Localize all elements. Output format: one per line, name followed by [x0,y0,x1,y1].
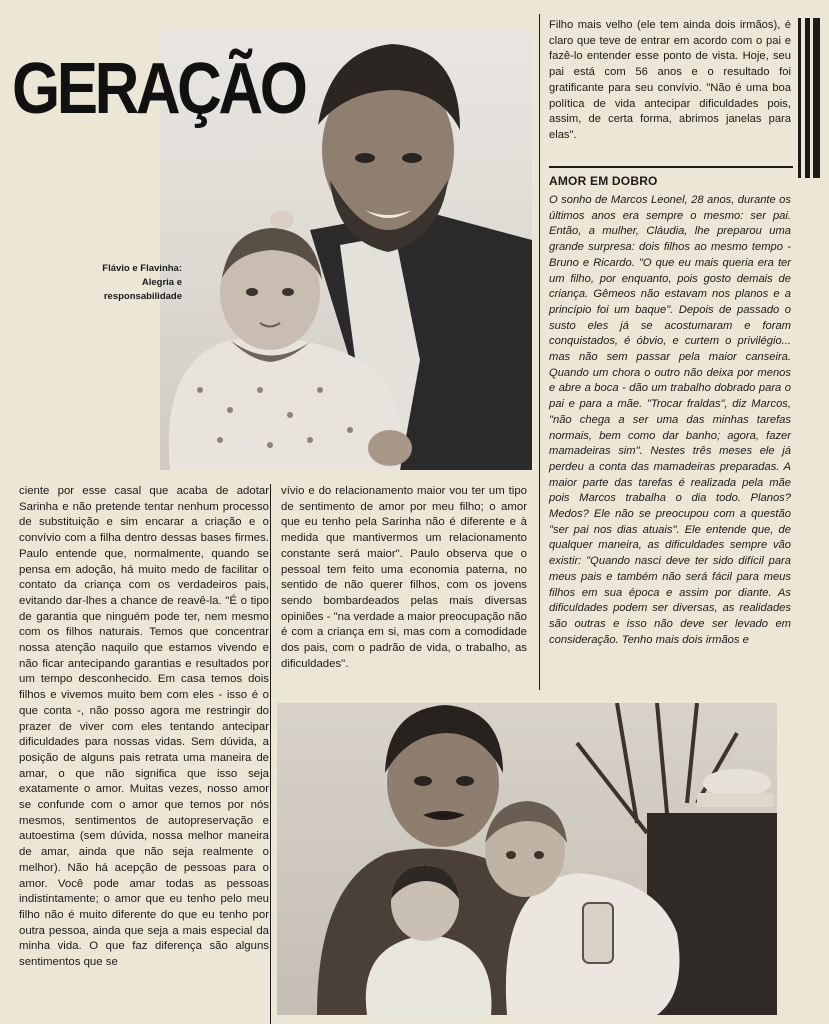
article-column-3-top: Filho mais velho (ele tem ainda dois irmãos), é claro que teve de entrar em acordo com o pai e fazê-lo entender esse ponto de vista. Hoje, seu pai está com 56 anos e o resultado foi gratificante para seu convívio. "Não é uma boa política de vida antecipar dificuldades pois, assim, de certa forma, abrimos janelas para elas". [549,19,791,141]
photo-caption [82,262,182,304]
photo-father-with-twins [277,703,777,1015]
column-divider [539,14,540,690]
photo-father-with-twins-image [277,703,777,1015]
caption-line-1: Flávio e Flavinha: [102,263,182,274]
column-divider [270,484,271,1024]
article-column-1: ciente por esse casal que acaba de adotar Sarinha e não pretende tentar nenhum processo de substituição e sim encarar a criação e o convívio com a filha dentro dessas bases firmes. Paulo entende que, normalmente, quando se pensa em adoção, há muito medo de facilitar o contato da criança com os verdadeiros pais, evitando dar-lhes a chance de reavê-la. "É o tipo de garantia que ninguém pode ter, nem mesmo com os filhos naturais. Temos que concentrar nossa atenção naquilo que estamos vivendo e não ficar antecipando garantias e resultados por um tempo desconhecido. Em casa temos dois filhos e vivemos muito bem com eles - isso é o que conta -, não posso agora me restringir do prazer de viver com eles tentando antecipar dificuldades para nossas vidas. Sem dúvida, a posição de alguns pais retrata uma maneira de amar, o que não significa que isso seja exatamente o amor. Muitas vezes, nosso amor se confunde com o amor que temos por nós mesmos, sentimentos de autopreservação e autoestima (sem dúvida, nossa melhor maneira de amar, ainda que não seja realmente o melhor). Não há acepção de pessoas para o amor. Você pode amar todas as pessoas indistintamente; o amor que eu tenho pelo meu filho não é muito diferente do que eu tenho por outra pessoa, ainda que seja a mais especial da minha vida. O que faz diferença são alguns sentimentos que se [19,485,269,969]
caption-line-2: Alegria e responsabilidade [103,277,182,302]
section-rule [549,166,793,168]
article-column-3-bottom: O sonho de Marcos Leonel, 28 anos, durante os últimos anos era sempre o mesmo: ser pai. Então, a mulher, Cláudia, lhe preparou uma grande surpresa: dois filhos ao mesmo tempo - Bruno e Ricardo. "O que eu mais queria era ter um filho, por enquanto, pois gosto demais de criança. Gêmeos não estavam nos planos e a princípio foi um baque". Depois de passado o susto eles já se acostumaram e foram conquistados, é óbvio, e curtem o privilégio... mas não sem passar pela maior canseira. Quando um chora o outro não deixa por menos e abre a boca - dão um trabalho dobrado para o pai e para a mãe. "Trocar fraldas", diz Marcos, "não chega a ser uma das minhas tarefas normais, bem como dar banho; agora, fazer mamadeiras sim". Nestes três meses ele já perdeu a conta das mamadeiras preparadas. A maior parte das tarefas é realizada pela mãe pois Marcos trabalha o dia todo. Planos? Medos? Ele não se preocupou com a questão "ser pai nos dias atuais". Ele entende que, de qualquer maneira, as dificuldades sempre vão existir: "Quando nasci deve ter sido difícil para meus pais e também não será fácil para meus filhos em sua época e assim por diante. As dificuldades podem ser diversas, as realidades são outras e isso não deve ser levado em consideração. Tenho mais dois irmãos e [549,194,791,646]
decorative-bars [798,18,824,178]
section-heading: AMOR EM DOBRO [549,174,658,188]
article-column-2: vívio e do relacionamento maior vou ter um tipo de sentimento de amor por meu filho; o amor que eu tenho pela Sarinha não é diferente e à medida que mantivermos um relacionamento constante será maior". Paulo observa que o pessoal tem feito uma economia paterna, no sentido de não querer filhos, com os jovens sendo bombardeados pelas mais diversas opiniões - "na verdade a maior preocupação não é com a criança em si, mas com a comodidade dos pais, com o padrão de vida, o trabalho, as dificuldades". [281,485,527,670]
headline: GERAÇÃO [12,49,305,129]
